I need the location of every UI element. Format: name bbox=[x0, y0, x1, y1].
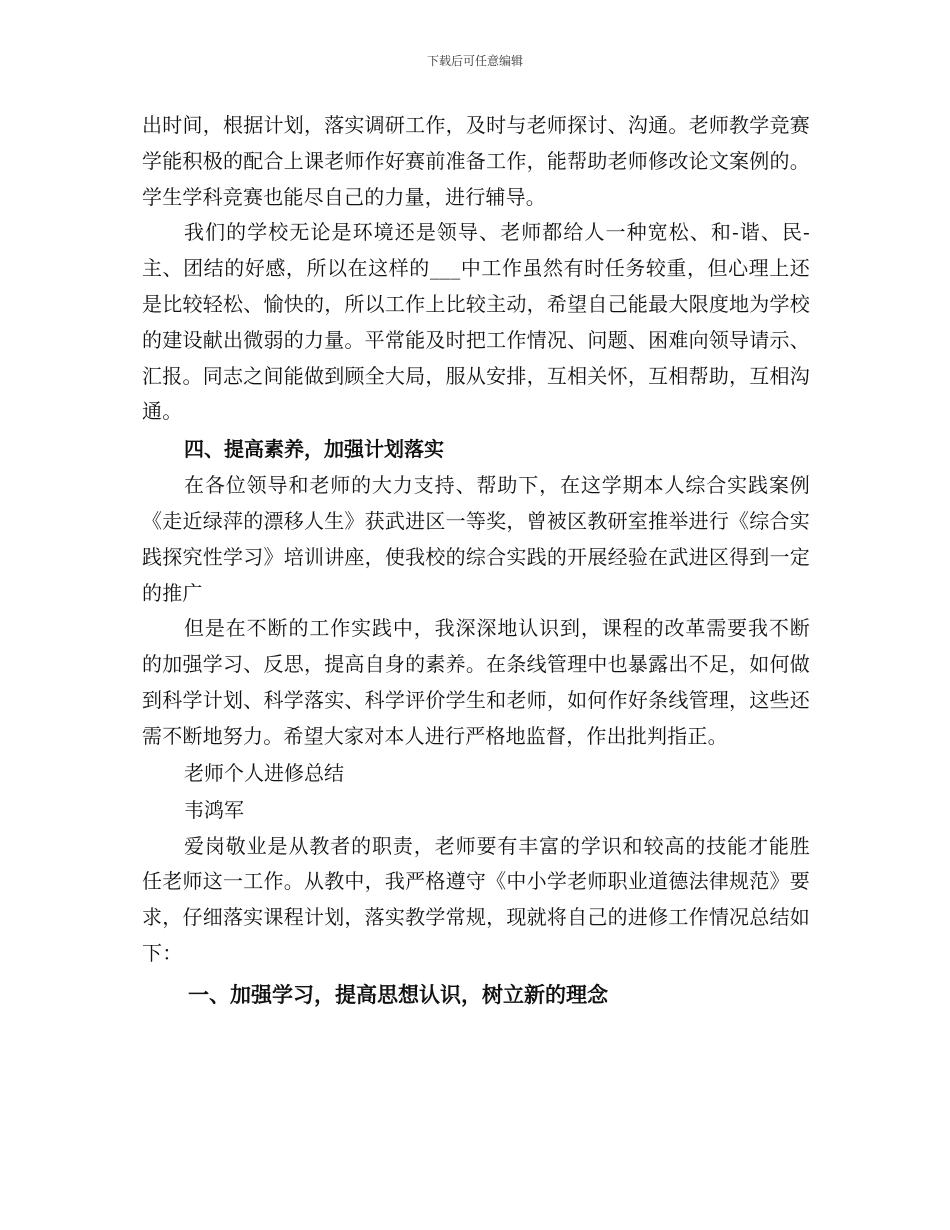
paragraph-achievements: 在各位领导和老师的大力支持、帮助下，在这学期本人综合实践案例《走近绿萍的漂移人生》获武进区一等奖，曾被区教研室推举进行《综合实践探究性学习》培训讲座，使我校的综合实践的开展经验在武进区得到一定的推广 bbox=[142, 473, 810, 605]
paragraph-continued: 出时间，根据计划，落实调研工作，及时与老师探讨、沟通。老师教学竞赛学能积极的配合上课老师作好赛前准备工作，能帮助老师修改论文案例的。学生学科竞赛也能尽自己的力量，进行辅导。 bbox=[142, 113, 810, 209]
document-body bbox=[142, 108, 810, 1016]
page-header: 下载后可任意编辑 bbox=[426, 54, 523, 68]
section-heading-four: 四、提高素养，加强计划落实 bbox=[184, 437, 444, 462]
paragraph-intro: 爱岗敬业是从教者的职责，老师要有丰富的学识和较高的技能才能胜任老师这一工作。从教中，我严格遵守《中小学老师职业道德法律规范》要求，仔细落实课程计划，落实教学常规，现就将自己的进修工作情况总结如下： bbox=[142, 833, 810, 965]
author-name: 韦鸿军 bbox=[184, 797, 244, 822]
paragraph-school-environment: 我们的学校无论是环境还是领导、老师都给人一种宽松、和-谐、民-主、团结的好感，所以在这样的___中工作虽然有时任务较重，但心理上还是比较轻松、愉快的，所以工作上比较主动，希望自己能最大限度地为学校的建设献出微弱的力量。平常能及时把工作情况、问题、困难向领导请示、汇报。同志之间能做到顾全大局，服从安排，互相关怀，互相帮助，互相沟通。 bbox=[142, 220, 810, 424]
paragraph-reflection: 但是在不断的工作实践中，我深深地认识到，课程的改革需要我不断的加强学习、反思，提高自身的素养。在条线管理中也暴露出不足，如何做到科学计划、科学落实、科学评价学生和老师，如何作好条线管理，这些还需不断地努力。希望大家对本人进行严格地监督，作出批判指正。 bbox=[142, 616, 810, 748]
section-heading-one: 一、加强学习，提高思想认识，树立新的理念 bbox=[188, 981, 608, 1007]
document-title: 老师个人进修总结 bbox=[184, 760, 344, 785]
